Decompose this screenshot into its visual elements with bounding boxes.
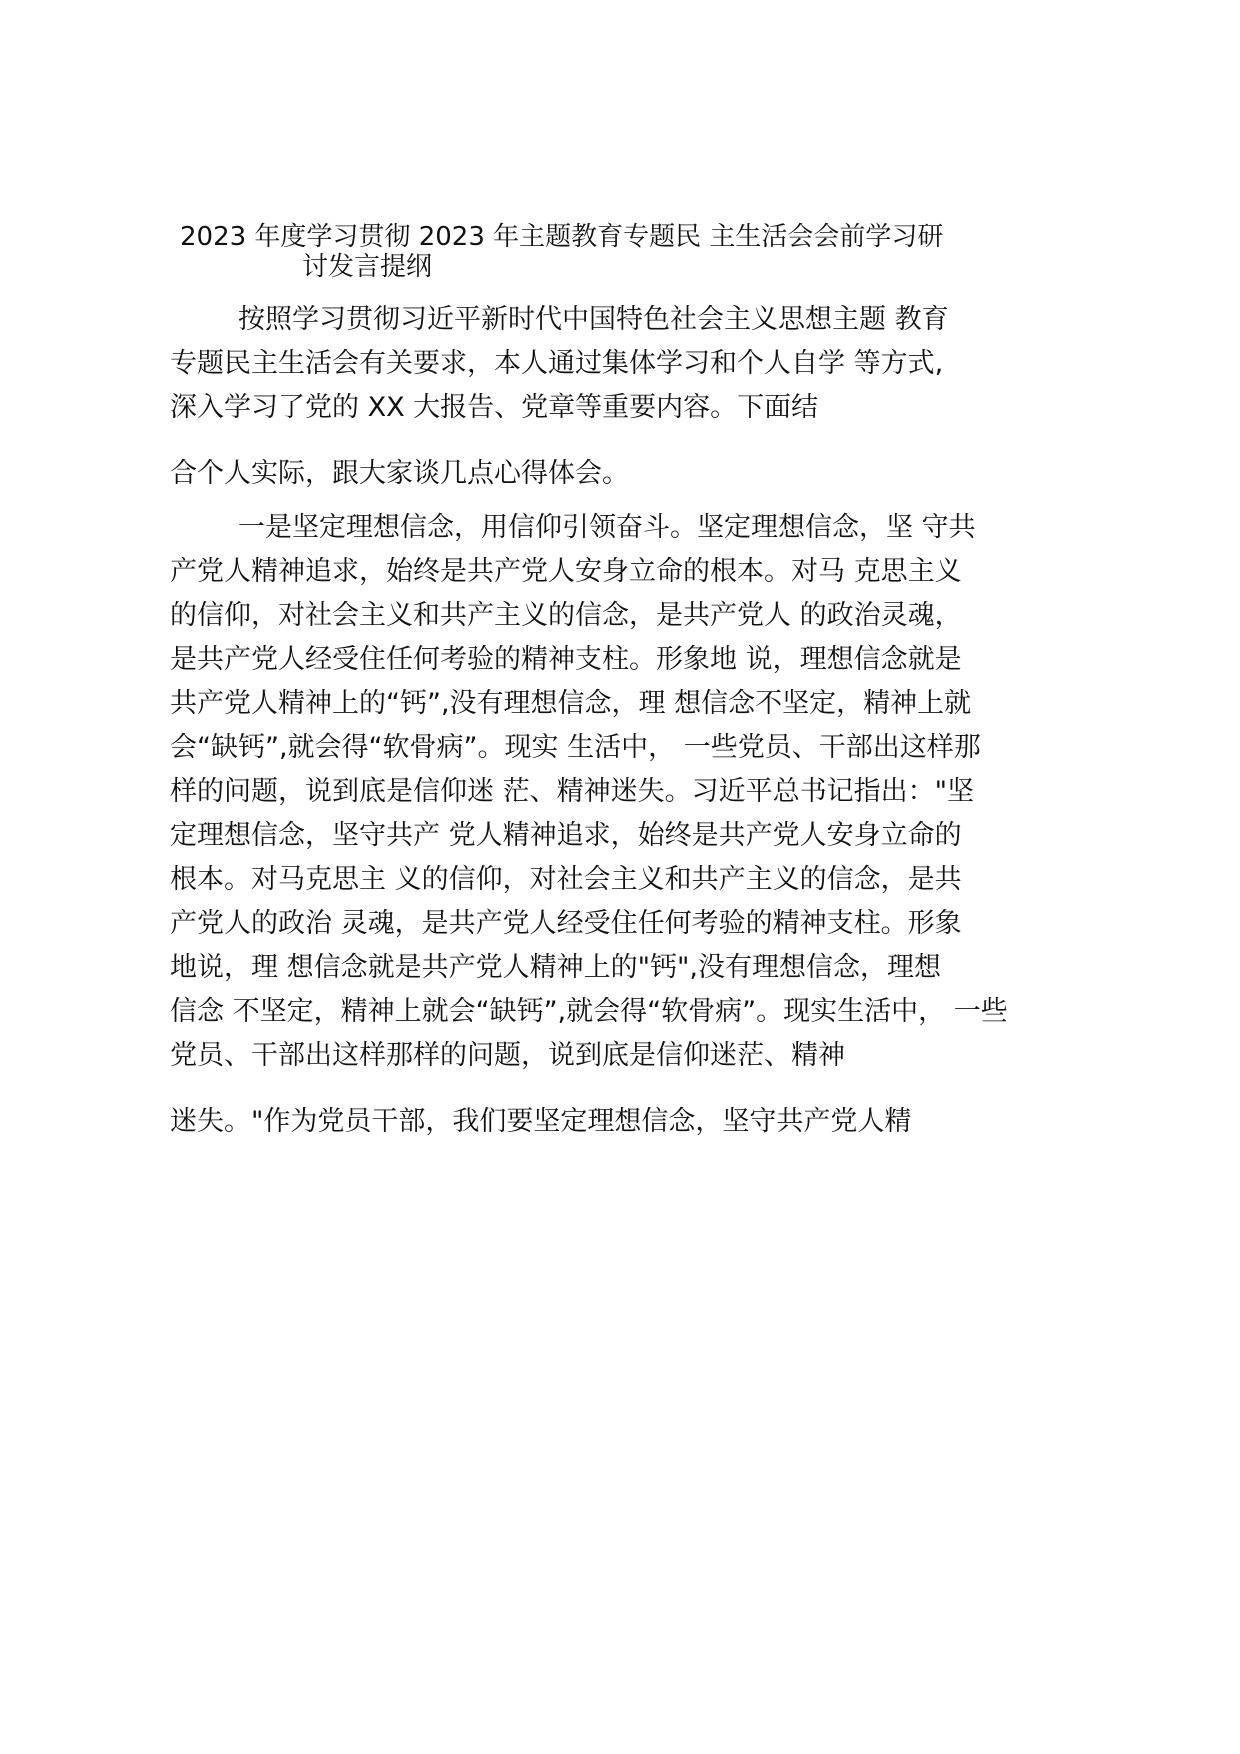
body-line-12: 定理想信念，坚守共产 党人精神追求，始终是共产党人安身立命的 (170, 820, 962, 851)
body-line-15: 地说，理 想信念就是共产党人精神上的"钙",没有理想信念，理想 (170, 952, 942, 983)
body-line-9: 共产党人精神上的“钙”,没有理想信念，理 想信念不坚定，精神上就 (170, 688, 972, 719)
body-line-7: 的信仰，对社会主义和共产主义的信念，是共产党人 的政治灵魂， (170, 600, 962, 631)
body-line-11: 样的问题，说到底是信仰迷 茫、精神迷失。习近平总书记指出："坚 (170, 776, 975, 807)
body-line-1: 按照学习贯彻习近平新时代中国特色社会主义思想主题 教育 (238, 304, 949, 335)
title-line-1: 2023 年度学习贯彻 2023 年主题教育专题民 主生活会会前学习研 (180, 222, 944, 252)
body-line-3: 深入学习了党的 XX 大报告、党章等重要内容。下面结 (170, 392, 819, 423)
body-line-8: 是共产党人经受住任何考验的精神支柱。形象地 说，理想信念就是 (170, 644, 962, 675)
body-line-10: 会“缺钙”,就会得“软骨病”。现实 生活中， 一些党员、干部出这样那 (170, 732, 981, 763)
body-line-16: 信念 不坚定，精神上就会“缺钙”,就会得“软骨病”。现实生活中， 一些 (170, 996, 1008, 1027)
body-line-5: 一是坚定理想信念，用信仰引领奋斗。坚定理想信念，坚 守共 (238, 512, 976, 543)
body-line-2: 专题民主生活会有关要求，本人通过集体学习和个人自学 等方式, (170, 348, 944, 379)
body-line-4: 合个人实际，跟大家谈几点心得体会。 (170, 458, 629, 489)
body-line-18: 迷失。"作为党员干部，我们要坚定理想信念，坚守共产党人精 (170, 1106, 912, 1137)
title-line-2: 讨发言提纲 (302, 252, 433, 282)
body-line-6: 产党人精神追求，始终是共产党人安身立命的根本。对马 克思主义 (170, 556, 962, 587)
body-line-14: 产党人的政治 灵魂，是共产党人经受住任何考验的精神支柱。形象 (170, 908, 962, 939)
body-line-17: 党员、干部出这样那样的问题，说到底是信仰迷茫、精神 (170, 1040, 845, 1071)
document-title (180, 222, 1080, 282)
body-line-13: 根本。对马克思主 义的信仰，对社会主义和共产主义的信念，是共 (170, 864, 962, 895)
